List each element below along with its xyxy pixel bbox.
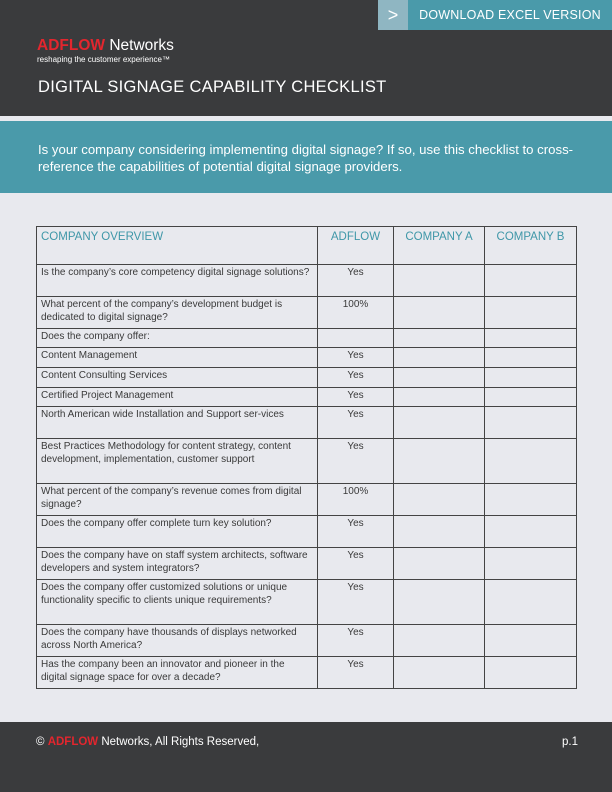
- table-row: [37, 348, 577, 368]
- company-b-cell[interactable]: [485, 297, 577, 329]
- company-a-cell[interactable]: [394, 439, 485, 484]
- adflow-cell: Yes: [318, 388, 394, 407]
- adflow-cell: Yes: [318, 348, 394, 368]
- table-row: [37, 407, 577, 439]
- brand-name: [37, 37, 174, 54]
- company-a-cell[interactable]: [394, 297, 485, 329]
- company-a-cell[interactable]: [394, 265, 485, 297]
- table-row: [37, 265, 577, 297]
- copyright-symbol: ©: [36, 736, 45, 748]
- company-a-cell[interactable]: [394, 388, 485, 407]
- footer-copyright: [36, 736, 259, 748]
- company-b-cell[interactable]: [485, 368, 577, 388]
- company-b-cell[interactable]: [485, 439, 577, 484]
- table-row: [37, 548, 577, 580]
- download-arrow-icon[interactable]: >: [378, 0, 408, 30]
- footer-bar: [0, 722, 612, 792]
- adflow-cell: Yes: [318, 407, 394, 439]
- capability-checklist-table: [36, 226, 577, 689]
- question-cell: What percent of the company’s revenue comes from digital signage?: [37, 484, 318, 516]
- table-row: [37, 329, 577, 348]
- company-b-cell[interactable]: [485, 548, 577, 580]
- intro-text: Is your company considering implementing digital signage? If so, use this checklist to cross-reference the capabilities of potential digital signage providers.: [38, 142, 574, 174]
- header-adflow: ADFLOW: [318, 227, 394, 265]
- company-b-cell[interactable]: [485, 407, 577, 439]
- table-row: [37, 388, 577, 407]
- company-a-cell[interactable]: [394, 407, 485, 439]
- question-cell: Does the company offer complete turn key solution?: [37, 516, 318, 548]
- document-title: DIGITAL SIGNAGE CAPABILITY CHECKLIST: [38, 78, 387, 96]
- adflow-cell: Yes: [318, 516, 394, 548]
- brand-logo: [37, 37, 174, 65]
- question-cell: Content Consulting Services: [37, 368, 318, 388]
- company-b-cell[interactable]: [485, 265, 577, 297]
- header-company-overview: COMPANY OVERVIEW: [37, 227, 318, 265]
- footer-rights-text: Networks, All Rights Reserved,: [101, 736, 260, 748]
- question-cell: Has the company been an innovator and pioneer in the digital signage space for over a decade?: [37, 657, 318, 689]
- question-cell: Does the company have on staff system architects, software developers and system integrators?: [37, 548, 318, 580]
- company-a-cell[interactable]: [394, 348, 485, 368]
- company-a-cell[interactable]: [394, 368, 485, 388]
- question-cell: Does the company offer customized solutions or unique functionality specific to clients unique requirements?: [37, 580, 318, 625]
- intro-banner: [0, 121, 612, 193]
- brand-adflow: ADFLOW: [37, 37, 106, 54]
- table-row: [37, 368, 577, 388]
- company-a-cell[interactable]: [394, 580, 485, 625]
- brand-networks: Networks: [109, 37, 174, 54]
- question-cell: Does the company offer:: [37, 329, 318, 348]
- question-cell: North American wide Installation and Support ser-vices: [37, 407, 318, 439]
- company-b-cell[interactable]: [485, 625, 577, 657]
- page-number: p.1: [562, 736, 578, 748]
- company-b-cell[interactable]: [485, 348, 577, 368]
- header-company-a: COMPANY A: [394, 227, 485, 265]
- adflow-cell: 100%: [318, 297, 394, 329]
- table-row: [37, 657, 577, 689]
- table-row: [37, 439, 577, 484]
- company-a-cell[interactable]: [394, 329, 485, 348]
- question-cell: Does the company have thousands of displays networked across North America?: [37, 625, 318, 657]
- question-cell: Certified Project Management: [37, 388, 318, 407]
- adflow-cell: Yes: [318, 548, 394, 580]
- table-header-row: [37, 227, 577, 265]
- download-excel-button[interactable]: DOWNLOAD EXCEL VERSION: [408, 0, 612, 30]
- brand-tagline: reshaping the customer experience™: [37, 55, 170, 64]
- adflow-cell: Yes: [318, 368, 394, 388]
- adflow-cell: Yes: [318, 657, 394, 689]
- adflow-cell: Yes: [318, 580, 394, 625]
- company-b-cell[interactable]: [485, 516, 577, 548]
- company-b-cell[interactable]: [485, 388, 577, 407]
- adflow-cell: 100%: [318, 484, 394, 516]
- table-row: [37, 625, 577, 657]
- company-a-cell[interactable]: [394, 516, 485, 548]
- table-row: [37, 484, 577, 516]
- question-cell: Content Management: [37, 348, 318, 368]
- company-a-cell[interactable]: [394, 657, 485, 689]
- adflow-cell: Yes: [318, 625, 394, 657]
- company-b-cell[interactable]: [485, 484, 577, 516]
- company-b-cell[interactable]: [485, 580, 577, 625]
- company-a-cell[interactable]: [394, 484, 485, 516]
- footer-adflow: ADFLOW: [47, 736, 99, 748]
- question-cell: Is the company’s core competency digital signage solutions?: [37, 265, 318, 297]
- company-b-cell[interactable]: [485, 657, 577, 689]
- company-a-cell[interactable]: [394, 548, 485, 580]
- question-cell: What percent of the company’s development budget is dedicated to digital signage?: [37, 297, 318, 329]
- table-row: [37, 297, 577, 329]
- header-company-b: COMPANY B: [485, 227, 577, 265]
- question-cell: Best Practices Methodology for content strategy, content development, implementation, customer support: [37, 439, 318, 484]
- header-bar: [0, 0, 612, 116]
- adflow-cell: Yes: [318, 439, 394, 484]
- table-row: [37, 580, 577, 625]
- adflow-cell: Yes: [318, 265, 394, 297]
- table-row: [37, 516, 577, 548]
- company-a-cell[interactable]: [394, 625, 485, 657]
- company-b-cell[interactable]: [485, 329, 577, 348]
- adflow-cell: [318, 329, 394, 348]
